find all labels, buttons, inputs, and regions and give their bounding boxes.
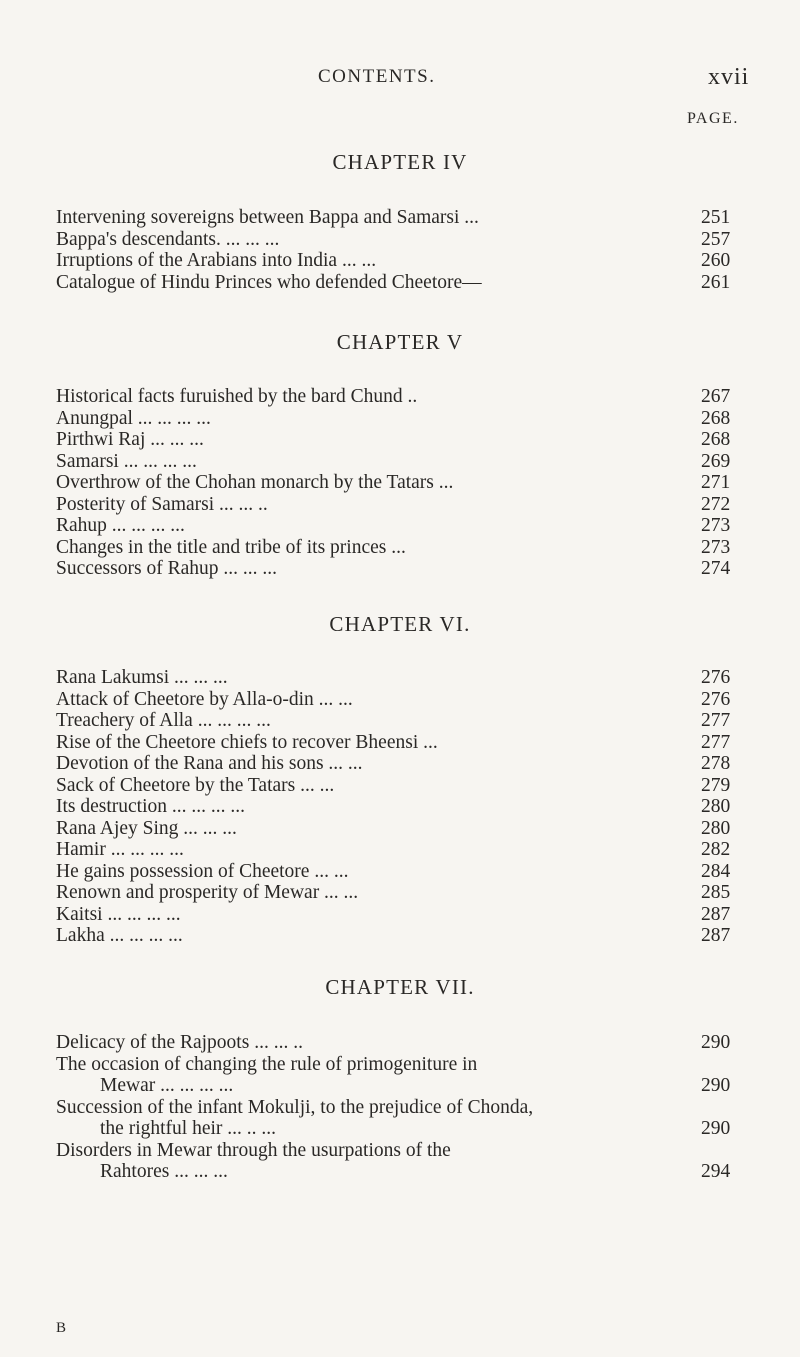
- entry-title: Rana Lakumsi ... ... ...: [56, 667, 228, 688]
- chapter-entries: [56, 207, 756, 293]
- entry-title: Catalogue of Hindu Princes who defended Cheetore—: [56, 271, 482, 293]
- toc-entry: [56, 753, 756, 775]
- chapter-entries: [56, 667, 756, 947]
- entry-title: Overthrow of the Chohan monarch by the Tatars ...: [56, 472, 454, 493]
- entry-title: Rahup ... ... ... ...: [56, 515, 185, 536]
- toc-entry: [56, 1140, 756, 1183]
- toc-entry: [56, 818, 756, 840]
- entry-title: Samarsi ... ... ... ...: [56, 450, 197, 472]
- entry-page: 274: [701, 558, 731, 579]
- entry-page: 290: [701, 1032, 731, 1053]
- entry-title: He gains possession of Cheetore ... ...: [56, 860, 349, 882]
- running-head-title: CONTENTS.: [318, 66, 436, 87]
- entry-page: 280: [701, 817, 731, 839]
- entry-title: Attack of Cheetore by Alla-o-din ... ...: [56, 688, 353, 710]
- toc-entry: [56, 667, 756, 689]
- toc-entry: [56, 250, 756, 272]
- entry-title: Successors of Rahup ... ... ...: [56, 558, 277, 579]
- chapter-entries: [56, 386, 756, 580]
- entry-page: 267: [701, 386, 731, 407]
- entry-title-continuation: the rightful heir ... .. ...: [100, 1118, 277, 1139]
- toc-entry: [56, 775, 756, 797]
- entry-page: 280: [701, 796, 731, 817]
- toc-entry: [56, 861, 756, 883]
- entry-title: Its destruction ... ... ... ...: [56, 796, 246, 817]
- entry-page: 282: [701, 839, 731, 860]
- toc-entry: [56, 839, 756, 861]
- entry-page: 277: [701, 731, 731, 753]
- entry-page: 268: [701, 429, 731, 450]
- toc-entry: [56, 904, 756, 926]
- entry-page: 257: [701, 228, 731, 250]
- chapter-entries: [56, 1032, 756, 1183]
- entry-title: Rana Ajey Sing ... ... ...: [56, 817, 237, 839]
- entry-page: 279: [701, 774, 731, 796]
- chapter-heading: CHAPTER VI.: [329, 612, 471, 636]
- entry-page: 285: [701, 882, 731, 903]
- entry-title: Bappa's descendants. ... ... ...: [56, 228, 280, 250]
- entry-page: 260: [701, 250, 731, 271]
- entry-title: Succession of the infant Mokulji, to the prejudice of Chonda,: [56, 1096, 534, 1118]
- toc-entry: [56, 207, 756, 229]
- entry-title: Intervening sovereigns between Bappa and Samarsi ...: [56, 207, 479, 228]
- toc-entry: [56, 408, 756, 430]
- toc-entry: [56, 689, 756, 711]
- entry-page: 271: [701, 472, 731, 493]
- signature-mark: B: [56, 1320, 67, 1336]
- entry-page: 268: [701, 407, 731, 429]
- entry-page: 261: [701, 271, 731, 293]
- toc-entry: [56, 515, 756, 537]
- toc-entry: [56, 732, 756, 754]
- entry-title: Sack of Cheetore by the Tatars ... ...: [56, 774, 335, 796]
- entry-page: 251: [701, 207, 731, 228]
- chapter-heading: CHAPTER VII.: [325, 975, 475, 999]
- entry-title: Devotion of the Rana and his sons ... ...: [56, 753, 363, 774]
- entry-title: Irruptions of the Arabians into India ... ...: [56, 250, 377, 271]
- chapter-heading: CHAPTER IV: [332, 150, 468, 174]
- toc-entry: [56, 537, 756, 559]
- toc-entry: [56, 472, 756, 494]
- entry-title: Renown and prosperity of Mewar ... ...: [56, 882, 359, 903]
- entry-page: 290: [701, 1118, 731, 1139]
- entry-title: Treachery of Alla ... ... ... ...: [56, 710, 271, 731]
- entry-title: Historical facts furuished by the bard Chund ..: [56, 386, 418, 407]
- entry-title: Disorders in Mewar through the usurpations of the: [56, 1139, 451, 1161]
- entry-title: Hamir ... ... ... ...: [56, 839, 184, 860]
- toc-entry: [56, 1097, 756, 1140]
- entry-page: 272: [701, 493, 731, 515]
- toc-entry: [56, 796, 756, 818]
- toc-entry: [56, 882, 756, 904]
- entry-title-continuation: Rahtores ... ... ...: [100, 1161, 228, 1182]
- entry-page: 287: [701, 925, 731, 946]
- entry-title: Pirthwi Raj ... ... ...: [56, 429, 204, 450]
- entry-page: 269: [701, 450, 731, 472]
- entry-title: Rise of the Cheetore chiefs to recover Bheensi ...: [56, 731, 438, 753]
- entry-title: The occasion of changing the rule of primogeniture in: [56, 1053, 478, 1075]
- entry-page: 290: [701, 1075, 731, 1096]
- entry-page: 273: [701, 515, 731, 536]
- toc-entry: [56, 1032, 756, 1054]
- entry-page: 273: [701, 536, 731, 558]
- toc-entry: [56, 710, 756, 732]
- running-head: [0, 38, 800, 90]
- entry-title: Anungpal ... ... ... ...: [56, 407, 211, 429]
- toc-entry: [56, 386, 756, 408]
- toc-entry: [56, 429, 756, 451]
- entry-page: 276: [701, 667, 731, 688]
- page-column-label: PAGE.: [687, 110, 739, 127]
- chapter-heading: CHAPTER V: [336, 330, 464, 354]
- toc-entry: [56, 1054, 756, 1097]
- running-head-page-number: xvii: [708, 64, 750, 90]
- toc-entry: [56, 272, 756, 294]
- toc-entry: [56, 558, 756, 580]
- entry-page: 294: [701, 1161, 731, 1182]
- toc-entry: [56, 925, 756, 947]
- entry-title: Lakha ... ... ... ...: [56, 925, 183, 946]
- entry-page: 278: [701, 753, 731, 774]
- entry-title: Changes in the title and tribe of its princes ...: [56, 536, 406, 558]
- toc-entry: [56, 451, 756, 473]
- entry-page: 284: [701, 860, 731, 882]
- entry-page: 277: [701, 710, 731, 731]
- toc-entry: [56, 494, 756, 516]
- toc-entry: [56, 229, 756, 251]
- entry-title: Kaitsi ... ... ... ...: [56, 903, 181, 925]
- entry-title: Delicacy of the Rajpoots ... ... ..: [56, 1032, 303, 1053]
- entry-title-continuation: Mewar ... ... ... ...: [100, 1075, 234, 1096]
- entry-title: Posterity of Samarsi ... ... ..: [56, 493, 268, 515]
- entry-page: 287: [701, 903, 731, 925]
- entry-page: 276: [701, 688, 731, 710]
